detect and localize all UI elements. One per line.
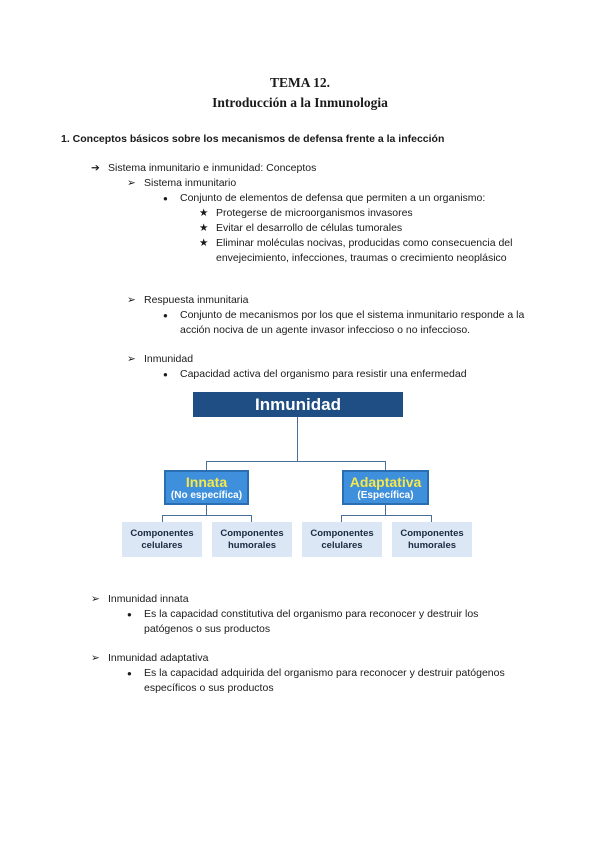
bullet-icon: ● — [163, 370, 168, 379]
leaf-humorales-innata: Componentes humorales — [212, 522, 292, 557]
sistema-item-1: Protegerse de microorganismos invasores — [216, 207, 413, 219]
star-icon: ★ — [199, 222, 209, 234]
chevron-icon: ➢ — [127, 353, 136, 365]
sistema-item-2: Evitar el desarrollo de células tumorales — [216, 222, 403, 234]
star-icon: ★ — [199, 207, 209, 219]
adaptativa-subtitle: (Específica) — [357, 489, 414, 501]
innata-definition: Es la capacidad constitutiva del organismo para reconocer y destruir los patógenos o sus productos — [144, 608, 479, 635]
diagram-adaptativa — [342, 470, 429, 505]
arrow-icon: ➔ — [91, 162, 100, 174]
bullet-icon: ● — [127, 610, 132, 619]
respuesta-label: Respuesta inmunitaria — [144, 294, 249, 306]
sistema-item-3: Eliminar moléculas nocivas, producidas como consecuencia del envejecimiento, infecciones, traumas o crecimiento neoplásico — [216, 237, 513, 264]
chevron-icon: ➢ — [91, 652, 100, 664]
connector-line — [206, 461, 386, 462]
connector-line — [297, 417, 298, 461]
section-heading: 1. Conceptos básicos sobre los mecanismos de defensa frente a la infección — [61, 133, 445, 145]
bullet-icon: ● — [127, 669, 132, 678]
innata-subtitle: (No específica) — [170, 489, 243, 501]
adaptativa-definition: Es la capacidad adquirida del organismo para reconocer y destruir patógenos específicos o sus productos — [144, 667, 505, 694]
connector-line — [431, 515, 432, 522]
concepts-line: Sistema inmunitario e inmunidad: Conceptos — [108, 162, 317, 174]
star-icon: ★ — [199, 237, 209, 249]
connector-line — [385, 461, 386, 470]
connector-line — [341, 515, 342, 522]
leaf-celulares-innata: Componentes celulares — [122, 522, 202, 557]
chevron-icon: ➢ — [91, 593, 100, 605]
innata-title: Innata — [185, 473, 228, 490]
connector-line — [206, 461, 207, 470]
sistema-label: Sistema inmunitario — [144, 177, 237, 189]
diagram-root: Inmunidad — [193, 392, 403, 417]
adaptativa-label: Inmunidad adaptativa — [108, 652, 209, 664]
sistema-definition: Conjunto de elementos de defensa que permiten a un organismo: — [180, 192, 486, 204]
inmunidad-definition: Capacidad activa del organismo para resistir una enfermedad — [180, 368, 467, 380]
adaptativa-title: Adaptativa — [349, 473, 422, 490]
page-title: Introducción a la Inmunologia — [212, 95, 388, 110]
topic-number: TEMA 12. — [269, 75, 330, 90]
respuesta-definition: Conjunto de mecanismos por los que el sistema inmunitario responde a la acción nociva de un agente invasor infeccioso o no infeccioso. — [180, 309, 525, 336]
diagram-innata — [164, 470, 249, 505]
bullet-icon: ● — [163, 194, 168, 203]
chevron-icon: ➢ — [127, 177, 136, 189]
inmunidad-label: Inmunidad — [144, 353, 194, 365]
leaf-celulares-adaptativa: Componentes celulares — [302, 522, 382, 557]
connector-line — [251, 515, 252, 522]
connector-line — [162, 515, 163, 522]
innata-label: Inmunidad innata — [108, 593, 189, 605]
chevron-icon: ➢ — [127, 294, 136, 306]
leaf-humorales-adaptativa: Componentes humorales — [392, 522, 472, 557]
connector-line — [162, 515, 251, 516]
connector-line — [341, 515, 431, 516]
bullet-icon: ● — [163, 311, 168, 320]
